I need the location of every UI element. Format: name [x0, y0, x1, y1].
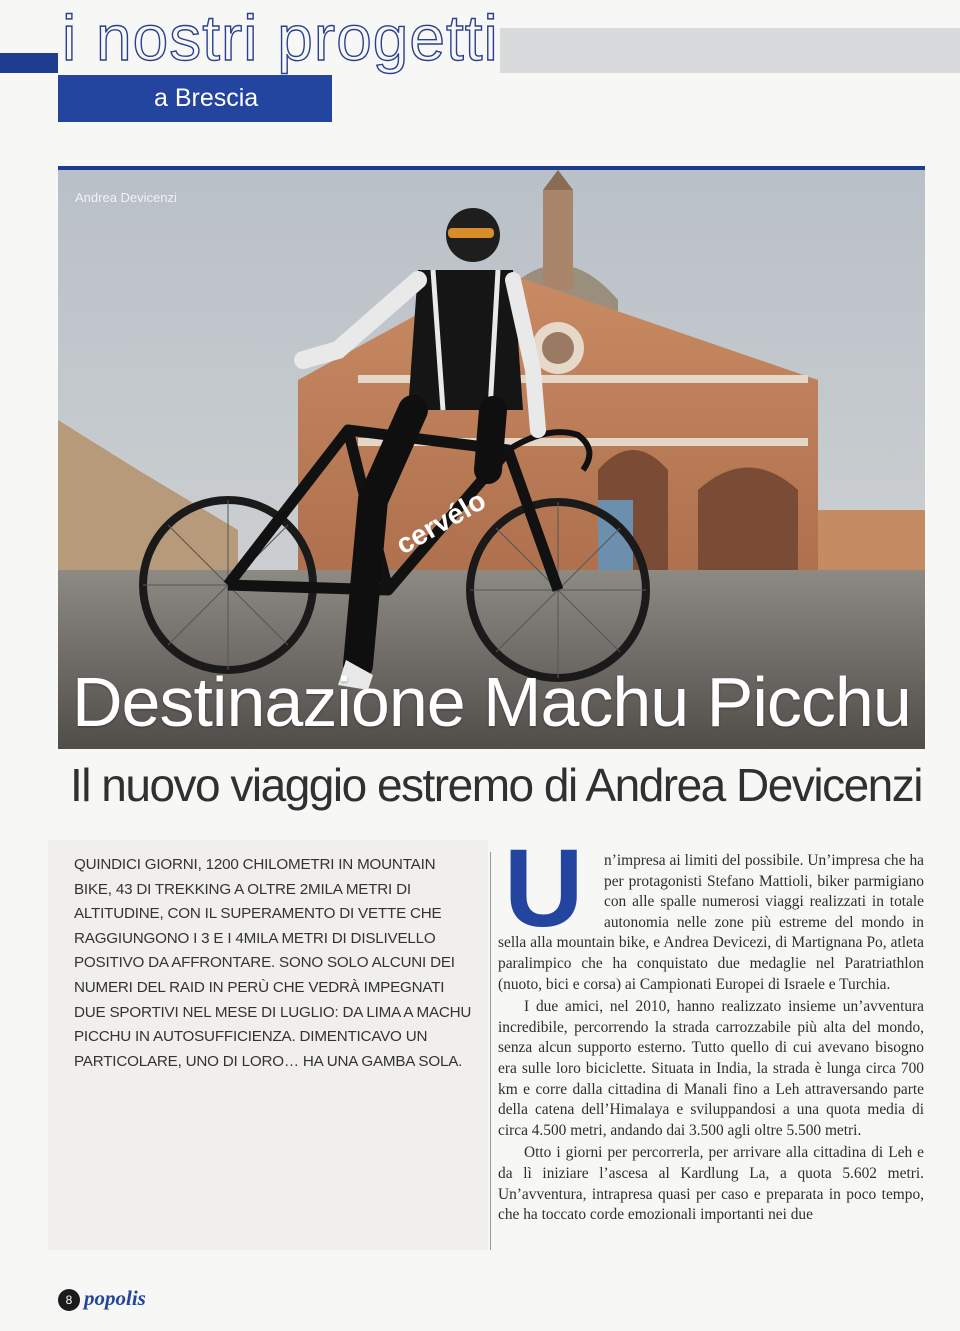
article-paragraph-3: Otto i giorni per percorrerla, per arrivare alla cittadina di Leh e da lì iniziare l’ascesa al Kardlung La, a quota 5.602 metri. Un’avventura, intrapresa quasi per caso e preparata in poco tempo, che ha toccato corde emozionali importanti nei due — [498, 1144, 924, 1224]
bike-brand: cervélo — [390, 484, 491, 561]
page-number: 8 — [58, 1289, 80, 1311]
article-headline: Destinazione Machu Picchu — [72, 663, 911, 741]
article-body — [498, 827, 924, 1226]
article-subtitle: Il nuovo viaggio estremo di Andrea Devicenzi — [70, 759, 922, 811]
header-gray-band — [500, 28, 960, 73]
hero-photo — [58, 166, 925, 749]
article-paragraph-1 — [498, 827, 924, 995]
header-blue-strip — [0, 53, 58, 73]
section-title: i nostri progetti — [62, 2, 499, 74]
photo-credit: Andrea Devicenzi — [75, 190, 177, 205]
article-paragraph-2: I due amici, nel 2010, hanno realizzato insieme un’avventura incredibile, percorrendo la strada carrozzabile più alta del mondo, senza alcun supporto esterno. Tutto quello di cui avevano bisogno era sulle loro biciclette. Situata in India, la strada è lunga circa 700 km e corre dalla cittadina di Manali fino a Leh attraversando parte della catena dell’Himalaya e sviluppandosi a una quota media di circa 4.500 metri, andando dai 3.500 agli oltre 5.500 metri. — [498, 998, 924, 1139]
section-subtitle-box — [58, 75, 332, 122]
magazine-logo: popolis — [84, 1286, 146, 1310]
article-paragraph-1-text: n’impresa ai limiti del possibile. Un’impresa che ha per protagonisti Stefano Mattioli, biker parmigiano con alle spalle numerosi viaggi realizzati in totale autonomia nelle zone più estreme del mondo in sella alla mountain bike, e Andrea Devicezi, di Martignana Po, atleta paralimpico che ha conquistato due medaglie nel Paratriathlon (nuoto, bici e corsa) ai Campionati Europei di Israele e Turchia. — [498, 852, 924, 993]
column-divider — [490, 852, 491, 1250]
intro-text: QUINDICI GIORNI, 1200 CHILOMETRI IN MOUNTAIN BIKE, 43 DI TREKKING A OLTRE 2MILA METRI DI ALTITUDINE, CON IL SUPERAMENTO DI VETTE CHE RAGGIUNGONO I 3 E I 4MILA METRI DI DISLIVELLO POSITIVO DA AFFRONTARE. SONO SOLO ALCUNI DEI NUMERI DEL RAID IN PERÙ CHE VEDRÀ IMPEGNATI DUE SPORTIVI NEL MESE DI LUGLIO: DA LIMA A MACHU PICCHU IN AUTOSUFFICIENZA. DIMENTICAVO UN PARTICOLARE, UNO DI LORO… HA UNA GAMBA SOLA. — [74, 856, 472, 1070]
section-subtitle: a Brescia — [154, 84, 259, 112]
drop-cap: U — [504, 827, 584, 950]
